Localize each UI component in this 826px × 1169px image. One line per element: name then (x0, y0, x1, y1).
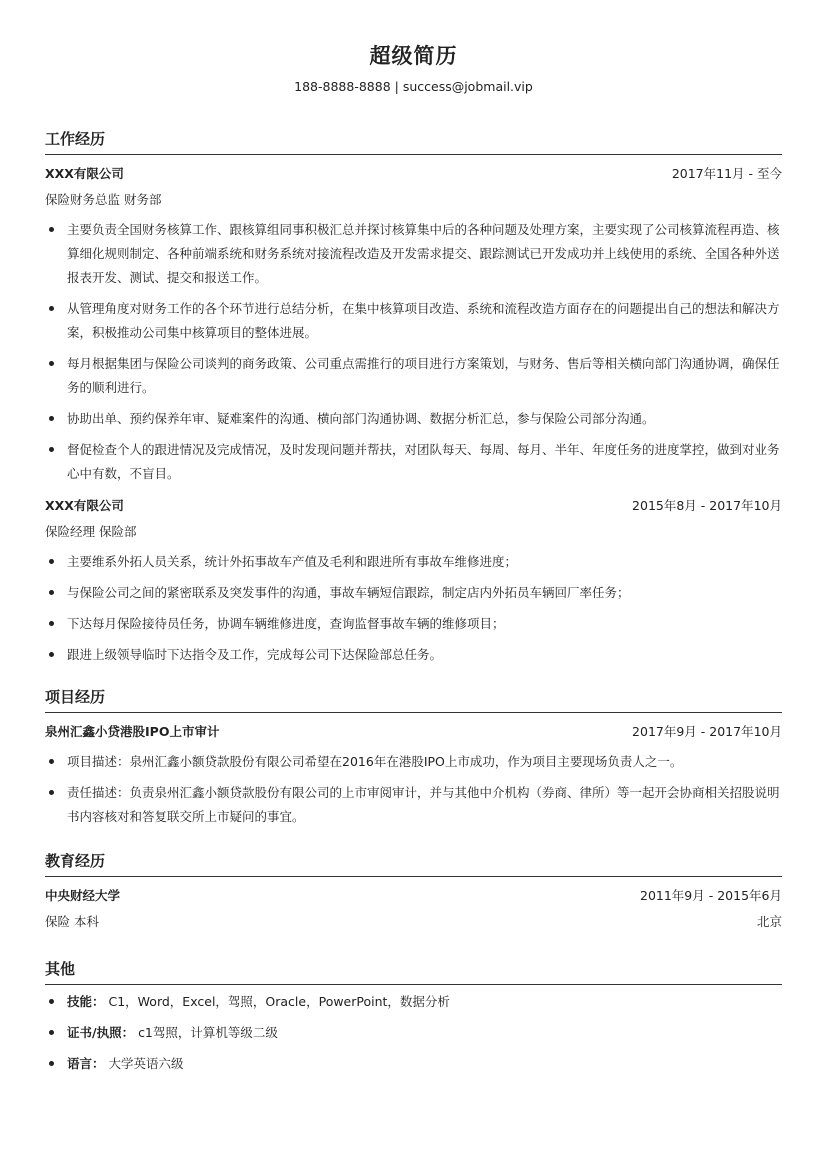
job-bullets (45, 218, 782, 486)
other-section (45, 957, 782, 1076)
bullet-icon (49, 416, 54, 421)
bullet-item (45, 612, 782, 636)
other-item (45, 1021, 782, 1045)
bullet-icon (49, 621, 54, 626)
other-value: 大学英语六级 (108, 1056, 184, 1071)
bullet-icon (49, 306, 54, 311)
bullet-item (45, 643, 782, 667)
company-name: XXX有限公司 (45, 166, 124, 181)
bullet-text: 与保险公司之间的紧密联系及突发事件的沟通，事故车辆短信跟踪，制定店内外拓员车辆回厂率任务； (67, 585, 630, 600)
job-bullets (45, 550, 782, 667)
bullet-item (45, 750, 782, 774)
education-detail (45, 909, 782, 935)
section-title-other: 其他 (45, 957, 782, 985)
bullet-icon (49, 559, 54, 564)
bullet-item (45, 438, 782, 486)
job-entry (45, 161, 782, 486)
other-item (45, 990, 782, 1014)
other-label: 技能： (67, 994, 105, 1009)
job-date: 2015年8月 - 2017年10月 (632, 498, 782, 513)
bullet-text: 从管理角度对财务工作的各个环节进行总结分析，在集中核算项目改造、系统和流程改造方面存在的问题提出自己的想法和解决方案，积极推动公司集中核算项目的整体进展。 (67, 301, 780, 340)
education-header (45, 883, 782, 909)
other-value: C1，Word，Excel，驾照，Oracle，PowerPoint，数据分析 (108, 994, 450, 1009)
bullet-icon (49, 759, 54, 764)
resume-name: 超级简历 (369, 44, 458, 68)
bullet-text: 主要维系外拓人员关系，统计外拓事故车产值及毛利和跟进所有事故车维修进度； (67, 554, 518, 569)
bullet-icon (49, 1061, 54, 1066)
bullet-icon (49, 590, 54, 595)
bullet-text: 项目描述：泉州汇鑫小额贷款股份有限公司希望在2016年在港股IPO上市成功，作为项目主要现场负责人之一。 (67, 754, 683, 769)
bullet-text: 每月根据集团与保险公司谈判的商务政策、公司重点需推行的项目进行方案策划，与财务、售后等相关横向部门沟通协调，确保任务的顺利进行。 (67, 356, 780, 395)
bullet-item (45, 781, 782, 829)
company-name: XXX有限公司 (45, 498, 124, 513)
contact-info: 188-8888-8888 | success@jobmail.vip (294, 79, 533, 94)
bullet-text: 督促检查个人的跟进情况及完成情况，及时发现问题并帮扶，对团队每天、每周、每月、半年、年度任务的进度掌控，做到对业务心中有数，不盲目。 (67, 442, 780, 481)
bullet-item (45, 352, 782, 400)
job-header (45, 493, 782, 519)
other-item (45, 1052, 782, 1076)
job-role: 保险经理 保险部 (45, 524, 137, 539)
bullet-text: 主要负责全国财务核算工作、跟核算组同事积极汇总并探讨核算集中后的各种问题及处理方案，主要实现了公司核算流程再造、核算细化规则制定、各种前端系统和财务系统对接流程改造及开发需求提交、跟踪测试已开发成功并上线使用的系统、全国各种外送报表开发、测试、提交和报送工作。 (67, 222, 780, 285)
bullet-icon (49, 790, 54, 795)
project-name: 泉州汇鑫小贷港股IPO上市审计 (45, 724, 220, 739)
bullet-text: 协助出单、预约保养年审、疑难案件的沟通、横向部门沟通协调、数据分析汇总，参与保险公司部分沟通。 (67, 411, 655, 426)
section-title-projects: 项目经历 (45, 685, 782, 713)
bullet-item (45, 550, 782, 574)
bullet-item (45, 407, 782, 431)
education-section (45, 849, 782, 935)
bullet-icon (49, 227, 54, 232)
bullet-icon (49, 447, 54, 452)
job-header (45, 161, 782, 187)
bullet-text: 责任描述：负责泉州汇鑫小额贷款股份有限公司的上市审阅审计，并与其他中介机构（券商、律所）等一起开会协商相关招股说明书内容核对和答复联交所上市疑问的事宜。 (67, 785, 780, 824)
education-location: 北京 (756, 914, 782, 929)
education-major: 保险 本科 (45, 914, 99, 929)
work-section (45, 127, 782, 667)
bullet-item (45, 581, 782, 605)
project-header (45, 719, 782, 745)
other-list (45, 990, 782, 1076)
resume-page (45, 0, 782, 1083)
bullet-icon (49, 652, 54, 657)
section-title-education: 教育经历 (45, 849, 782, 877)
bullet-item (45, 297, 782, 345)
project-section (45, 685, 782, 829)
bullet-icon (49, 1030, 54, 1035)
job-entry (45, 493, 782, 667)
job-role: 保险财务总监 财务部 (45, 192, 162, 207)
other-label: 语言： (67, 1056, 105, 1071)
project-bullets (45, 750, 782, 829)
bullet-icon (49, 999, 54, 1004)
bullet-text: 下达每月保险接待员任务，协调车辆维修进度，查询监督事故车辆的维修项目； (67, 616, 505, 631)
other-value: c1驾照，计算机等级二级 (138, 1025, 278, 1040)
project-date: 2017年9月 - 2017年10月 (632, 724, 782, 739)
job-date: 2017年11月 - 至今 (671, 166, 782, 181)
other-label: 证书/执照： (67, 1025, 135, 1040)
education-date: 2011年9月 - 2015年6月 (640, 888, 782, 903)
bullet-item (45, 218, 782, 290)
section-title-work: 工作经历 (45, 127, 782, 155)
school-name: 中央财经大学 (45, 888, 121, 903)
bullet-icon (49, 361, 54, 366)
bullet-text: 跟进上级领导临时下达指令及工作，完成每公司下达保险部总任务。 (67, 647, 443, 662)
